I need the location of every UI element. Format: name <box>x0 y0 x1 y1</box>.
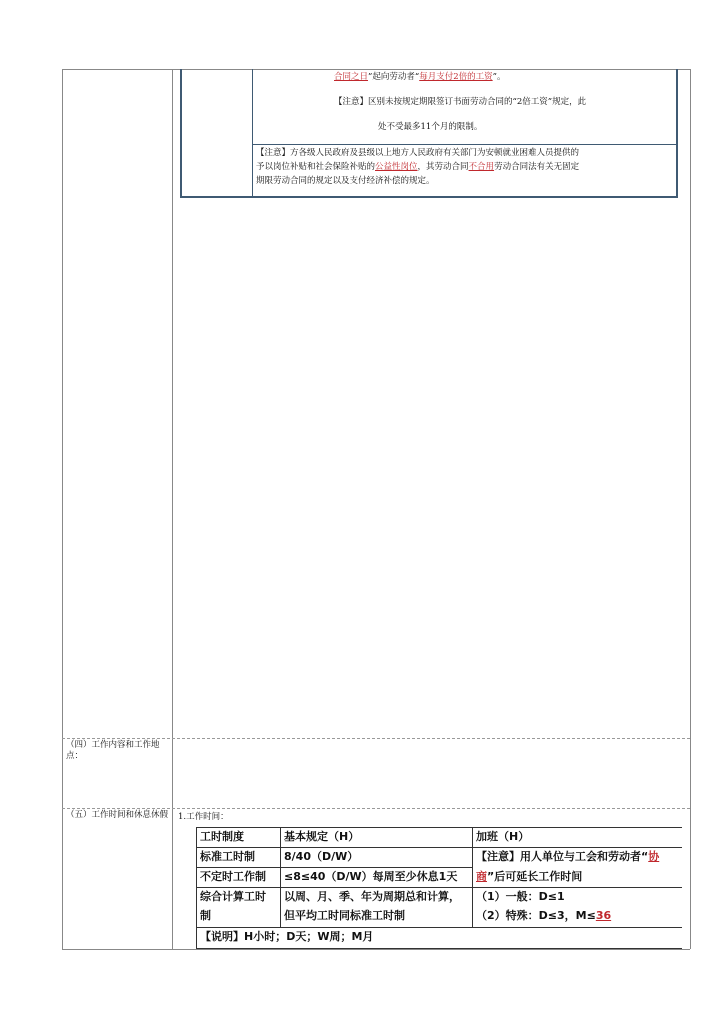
nested-column-divider <box>252 69 253 196</box>
public-welfare-post-text: 公益性岗位 <box>375 162 418 172</box>
row-divider-five <box>62 808 690 809</box>
wt-r3-basic-b: 但平均工时同标准工时制 <box>284 909 405 922</box>
row-label-work-content: （四）工作内容和工作地点： <box>66 740 160 761</box>
note-2-b-mid: ，其劳动合同 <box>417 162 469 172</box>
work-time-table <box>196 827 682 950</box>
wt-vline-2 <box>472 827 473 927</box>
outer-right-border <box>690 69 691 949</box>
wt-overtime-note-b: ”后可延长工作时间 <box>487 870 583 883</box>
note-2-b-post: 劳动合同法有关无固定 <box>494 162 580 172</box>
note-2-line-a: 【注意】方各级人民政府及县级以上地方人民政府有关部门为安顿就业困难人员提供的 <box>256 148 580 158</box>
contract-line-1 <box>334 70 506 85</box>
wt-vline-0 <box>196 827 197 948</box>
wt-header-system: 工时制度 <box>200 830 244 843</box>
wt-r2-system: 不定时工作制 <box>200 870 266 883</box>
wt-r1-overtime <box>476 848 659 866</box>
row-label-work-hours: （五）工作时间和休息休假 <box>66 810 169 820</box>
wt-r1-system: 标准工时制 <box>200 850 255 863</box>
note-1-line-b: 处不受最多11个月的限制。 <box>378 122 483 132</box>
outer-left-border <box>62 69 63 949</box>
work-time-heading: 1.工作时间： <box>178 812 229 822</box>
wt-special-limit: （2）特殊：D≤3，M≤ <box>476 909 596 922</box>
wt-line-bottom <box>196 948 682 949</box>
wt-r3-system-a: 综合计算工时 <box>200 890 266 903</box>
wt-r2-overtime <box>476 868 582 886</box>
label-column-border <box>172 69 173 949</box>
row-divider-four <box>62 738 690 739</box>
wt-consult-char-1: 协 <box>648 850 660 863</box>
note-2-b-pre: 予以岗位补贴和社会保险补贴的 <box>256 162 376 172</box>
nested-row-divider <box>252 144 676 145</box>
wt-overtime-note-a: 【注意】用人单位与工会和劳动者“ <box>476 850 649 863</box>
wt-r3-overtime-a: （1）一般：D≤1 <box>476 890 565 903</box>
wt-monthly-cap: 36 <box>595 909 612 922</box>
wt-line-top <box>196 827 682 828</box>
double-wage-text: 每月支付2倍的工资 <box>419 72 493 82</box>
note-1-line-a: 【注意】区别未按规定期限签订书面劳动合同的“2倍工资”规定，此 <box>334 97 587 107</box>
note-2-line-c: 期限劳动合同的规定以及支付经济补偿的规定。 <box>256 176 435 186</box>
wt-r3-system-b: 制 <box>200 909 211 922</box>
contract-date-text: 合同之日 <box>334 72 369 82</box>
wt-r3-basic-a: 以周、月、季、年为周期总和计算， <box>284 890 460 903</box>
wt-consult-char-2: 商 <box>476 870 487 883</box>
not-applicable-text: 不合用 <box>468 162 495 172</box>
contract-line-mid: ”起向劳动者“ <box>368 72 420 82</box>
wt-r1-basic: 8/40（D/W） <box>284 850 359 863</box>
wt-units-note: 【说明】H小时；D天；W周；M月 <box>200 930 374 943</box>
wt-header-basic: 基本规定（H） <box>284 830 360 843</box>
wt-r2-basic: ≤8≤40（D/W）每周至少休息1天 <box>284 870 458 883</box>
wt-header-overtime: 加班（H） <box>476 830 530 843</box>
wt-vline-1 <box>280 827 281 927</box>
contract-line-end: ”。 <box>492 72 506 82</box>
wt-r3-overtime-b <box>476 907 611 925</box>
note-2-line-b <box>256 160 579 175</box>
